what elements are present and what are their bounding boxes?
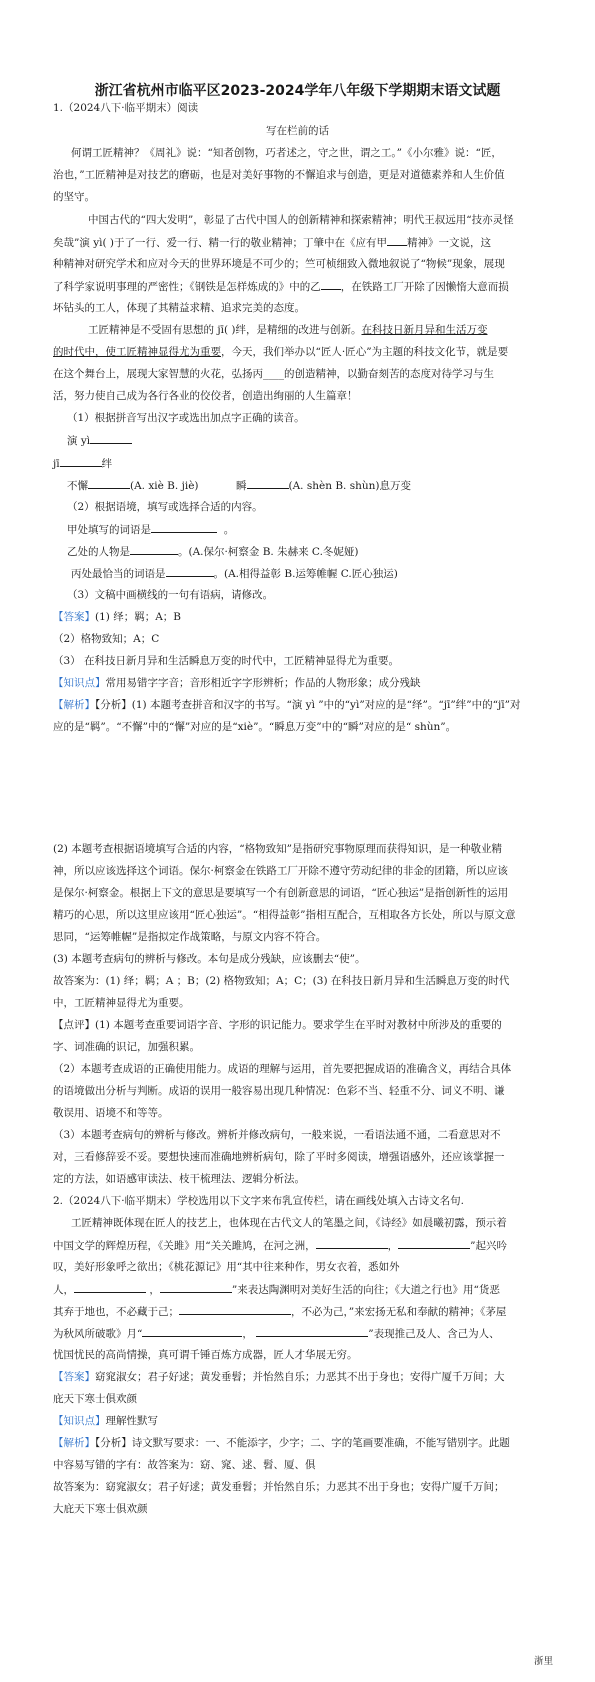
answer-blank [166,566,214,577]
passage-text: 人， [53,1284,74,1296]
passage-line: 坏钻头的工人，体现了其精益求精、追求完美的态度。 [53,302,305,314]
passage-text: 为秋风所破歌》月“ [53,1328,143,1340]
analysis-tag: 【解析】 [53,1437,95,1449]
sub-question-1: （1）根据拼音写出汉字或选出加点字正确的读音。 [67,412,305,424]
item-options: (A. xiè B. jiè) [130,480,199,492]
question-1-header: 1.（2024八下·临平期末）阅读 [53,102,199,114]
passage-line [53,279,509,294]
passage-text: ”起兴吟 [470,1240,507,1252]
knowledge-tag: 【知识点】 [53,677,106,689]
item-end: 。 [223,524,235,536]
passage-text: 其弃于地也，不必藏于己； [53,1306,179,1318]
passage-line [53,345,508,359]
analysis-line: 应的是“羁”。“不懈”中的“懈”对应的是“xiè”。“瞬息万变”中的“瞬”对应的是“ shùn”。 [53,721,457,733]
answer-text: (1) 绎；羁；A；B [95,611,182,623]
passage-line [53,1238,507,1253]
answer-blank [316,1238,388,1249]
passage-line [88,323,487,337]
passage-line [53,235,491,250]
pronunciation-item [236,478,411,493]
document-title: 浙江省杭州市临平区2023-2024学年八年级下学期期末语文试题 [94,83,501,99]
passage-text: 矣哉”演 yì( )于了一行、爱一行、精一行的敬业精神；丁肇中在《应有甲 [53,237,388,249]
passage-line [53,1326,500,1341]
analysis-line: 精巧的心思，所以这里应该用“匠心独运”。“相得益彰”指相互配合，互相取各方长处，所以与原文意 [53,909,516,921]
passage-text: 精神》一文说，这 [407,237,492,249]
analysis-line: 故答案为：窈窕淑女；君子好逑；黄发垂髫；并怡然自乐；力恶其不出于身也；安得广厦千万间； [53,1481,505,1493]
passage-text: ， [242,1328,253,1340]
item-label: 不懈 [67,480,88,492]
comment-line: 敬误用、语境不和等等。 [53,1107,169,1119]
passage-line: 的坚守。 [53,191,95,203]
analysis-text: 【分析】诗文默写要求：一、不能添字，少字；二、字的笔画要准确，不能写错别字。此题 [95,1437,510,1449]
knowledge-text: 常用易错字字音；音形相近字字形辨析；作品的人物形象；成分残缺 [105,677,421,689]
pinyin-item [53,456,112,471]
comment-line: 定的方法，如语感审读法、枝干梳理法、逻辑分析法。 [53,1173,305,1185]
passage-text: ”表现推己及人、含己为人、 [368,1328,500,1340]
answer-blank [179,1304,291,1315]
passage-line: 在这个舞台上，展现大家智慧的火花，弘扬丙____的创造精神，以勤奋刻苦的态度对待学习与生 [53,368,494,380]
passage-text: 工匠精神是不受固有思想的 jī( )绊，是精细的改进与创新。 [88,324,362,336]
analysis-line: 是保尔·柯察金。根据上下文的意思是要填写一个有创新意思的词语，“匠心独运”是指创新性的运用 [53,887,509,899]
answer-blank [130,544,178,555]
passage-text: ，在铁路工厂开除了因懒惰大意而损 [340,281,509,293]
answer-line [53,1370,505,1384]
item-label: 瞬 [236,480,247,492]
passage-text: ， [387,1240,399,1252]
fill-blank [321,279,341,290]
comment-line: 的语境做出分析与判断。成语的误用一般容易出现几种情况：色彩不当、轻重不分、词义不明、谦 [53,1085,505,1097]
analysis-text: 【分析】(1) 本题考查拼音和汉字的书写。“演 yì ”中的“yì”对应的是“绎”。“jī”绊”中的“jī”对 [95,699,521,711]
item-options: (A. shèn B. shùn)息万变 [288,480,411,492]
passage-line: 忧国忧民的高尚情操，真可谓千锤百炼方成器，匠人才华展无穷。 [53,1349,358,1361]
answer-blank [142,1326,242,1337]
analysis-line: 思同，“运筹帷幄”是指拟定作战策略，与原文内容不符合。 [53,931,327,943]
fill-item-jia [67,522,234,537]
comment-line: 对，三看修辞妥不妥。要想快速而准确地辨析病句，除了平时多阅读，增强语感外，还应该掌握一 [53,1151,505,1163]
passage-line: 叹，美好形象呼之欲出；《桃花源记》用“其中往来种作，男女衣着，悉如外 [53,1261,400,1273]
comment-line: （2）本题考查成语的正确使用能力。成语的理解与运用，首先要把握成语的准确含义，再结合具体 [53,1063,512,1075]
item-options: 。(A.保尔·柯察金 B. 朱赫来 C.冬妮娅) [178,546,359,558]
passage-line: 治也，”工匠精神是对技艺的磨砺，也是对美好事物的不懈追求与创造，更是对道德素养和人生价值 [53,169,505,181]
item-label: 甲处填写的词语是 [67,524,151,536]
fill-item-bing [71,566,398,581]
analysis-line: 大庇天下寒士俱欢颜 [53,1503,148,1515]
answer-blank [160,1282,232,1293]
answer-line: 庇天下寒士俱欢颜 [53,1393,137,1405]
passage-text: ， [149,1284,160,1296]
sub-question-3: （3）文稿中画横线的一句有语病，请修改。 [67,589,274,601]
analysis-line [53,1436,510,1450]
passage-text: ”来表达陶渊明对美好生活的向往；《大道之行也》用“货恶 [231,1284,500,1296]
pinyin-label: 演 yì [67,435,91,447]
knowledge-point-line [53,1414,158,1428]
passage-text: 中国文学的辉煌历程，《关雎》用“关关雎鸠，在河之洲， [53,1240,316,1252]
comment-line: 【点评】(1) 本题考查重要词语字音、字形的识记能力。要求学生在平时对教材中所涉及的重要的 [53,1019,502,1031]
analysis-line: (3) 本题考查病句的辨析与修改。本句是成分残缺，应该删去“使”。 [53,953,366,965]
sub-question-2: （2）根据语境，填写或选择合适的内容。 [67,501,263,513]
comment-line: （3）本题考查病句的辨析与修改。辨析并修改病句，一般来说，一看语法通不通，二看意思对不 [53,1129,501,1141]
answer-blank [398,1238,470,1249]
answer-line: （3） 在科技日新月异和生活瞬息万变的时代中，工匠精神显得尤为重要。 [53,655,400,667]
analysis-tag: 【解析】 [53,699,95,711]
answer-tag: 【答案】 [53,611,95,623]
answer-blank [74,1282,146,1293]
fill-item-yi [67,544,359,559]
answer-tag: 【答案】 [53,1371,95,1383]
passage-line: 何谓工匠精神？《周礼》说：“知者创物，巧者述之，守之世，谓之工。”《小尔雅》说：“匠， [71,147,502,159]
answer-line: （2）格物致知；A；C [53,633,160,645]
answer-blank [60,456,102,467]
pinyin-label: jī [53,458,60,470]
knowledge-text: 理解性默写 [105,1415,158,1427]
answer-line [53,610,181,624]
page-footer: 浙里 [533,1656,553,1667]
passage-line: 种精神对研究学术和应对今天的世界环境是不可少的；竺可桢细致入微地叙说了“物候”现象，展现 [53,258,505,270]
passage-title: 写在栏前的话 [266,125,329,137]
passage-line: 工匠精神既体现在匠人的技艺上，也体现在古代文人的笔墨之间，《诗经》如晨曦初露，预示着 [71,1217,507,1229]
analysis-line: 故答案为：(1) 绎；羁；A ；B；(2) 格物致知；A；C；(3) 在科技日新月异和生活瞬息万变的时代 [53,975,510,987]
answer-blank [90,433,132,444]
passage-text: ，不必为己，”来宏扬无私和奉献的精神；《茅屋 [291,1306,507,1318]
item-options: 。(A.相得益彰 B.运筹帷幄 C.匠心独运) [213,568,398,580]
knowledge-point-line [53,676,421,690]
passage-text: ，今天，我们举办以“匠人·匠心”为主题的科技文化节，就是要 [221,346,509,358]
passage-line [53,1304,506,1319]
answer-blank [151,522,217,533]
answer-blank [247,478,289,489]
pronunciation-item [67,478,199,493]
answer-text: 窈窕淑女；君子好逑；黄发垂髫；并怡然自乐；力恶其不出于身也；安得广厦千万间；大 [95,1371,505,1383]
item-label: 丙处最恰当的词语是 [71,568,166,580]
pinyin-item [67,433,132,448]
analysis-line [53,698,521,712]
passage-line: 中国古代的“四大发明”，彰显了古代中国人的创新精神和探索精神；明代王叔远用“技亦灵怪 [88,214,514,226]
question-2-header: 2.（2024八下·临平期末）学校选用以下文字来布乳宣传栏，请在画线处填入古诗文名句. [53,1195,464,1207]
fill-blank [387,235,407,246]
analysis-line: 中容易写错的字有：故答案为：窈、窕、逑、髫、厦、俱 [53,1459,316,1471]
passage-line [53,1282,500,1297]
analysis-line: 中，工匠精神显得尤为重要。 [53,997,190,1009]
answer-blank [256,1326,368,1337]
comment-line: 字、词准确的识记，加强积累。 [53,1041,200,1053]
underlined-sentence: 在科技日新月异和生活万变 [361,324,488,336]
passage-line: 活，努力使自己成为各行各业的佼佼者，创造出绚丽的人生篇章！ [53,390,358,402]
knowledge-tag: 【知识点】 [53,1415,106,1427]
passage-text: 了科学家说明事理的严密性；《钢铁是怎样炼成的》中的乙 [53,281,321,293]
analysis-line: 神，所以应该选择这个词语。保尔·柯察金在铁路工厂开除不遵守劳动纪律的非金的团籍，所以应该 [53,865,508,877]
item-label: 乙处的人物是 [67,546,130,558]
analysis-line: (2) 本题考查根据语境填写合适的内容，“格物致知”是指研究事物原理而获得知识，是一种敬业精 [53,843,502,855]
answer-blank [88,478,130,489]
underlined-sentence: 的时代中，使工匠精神显得尤为重要 [53,346,221,358]
pinyin-label: 绊 [101,458,113,470]
